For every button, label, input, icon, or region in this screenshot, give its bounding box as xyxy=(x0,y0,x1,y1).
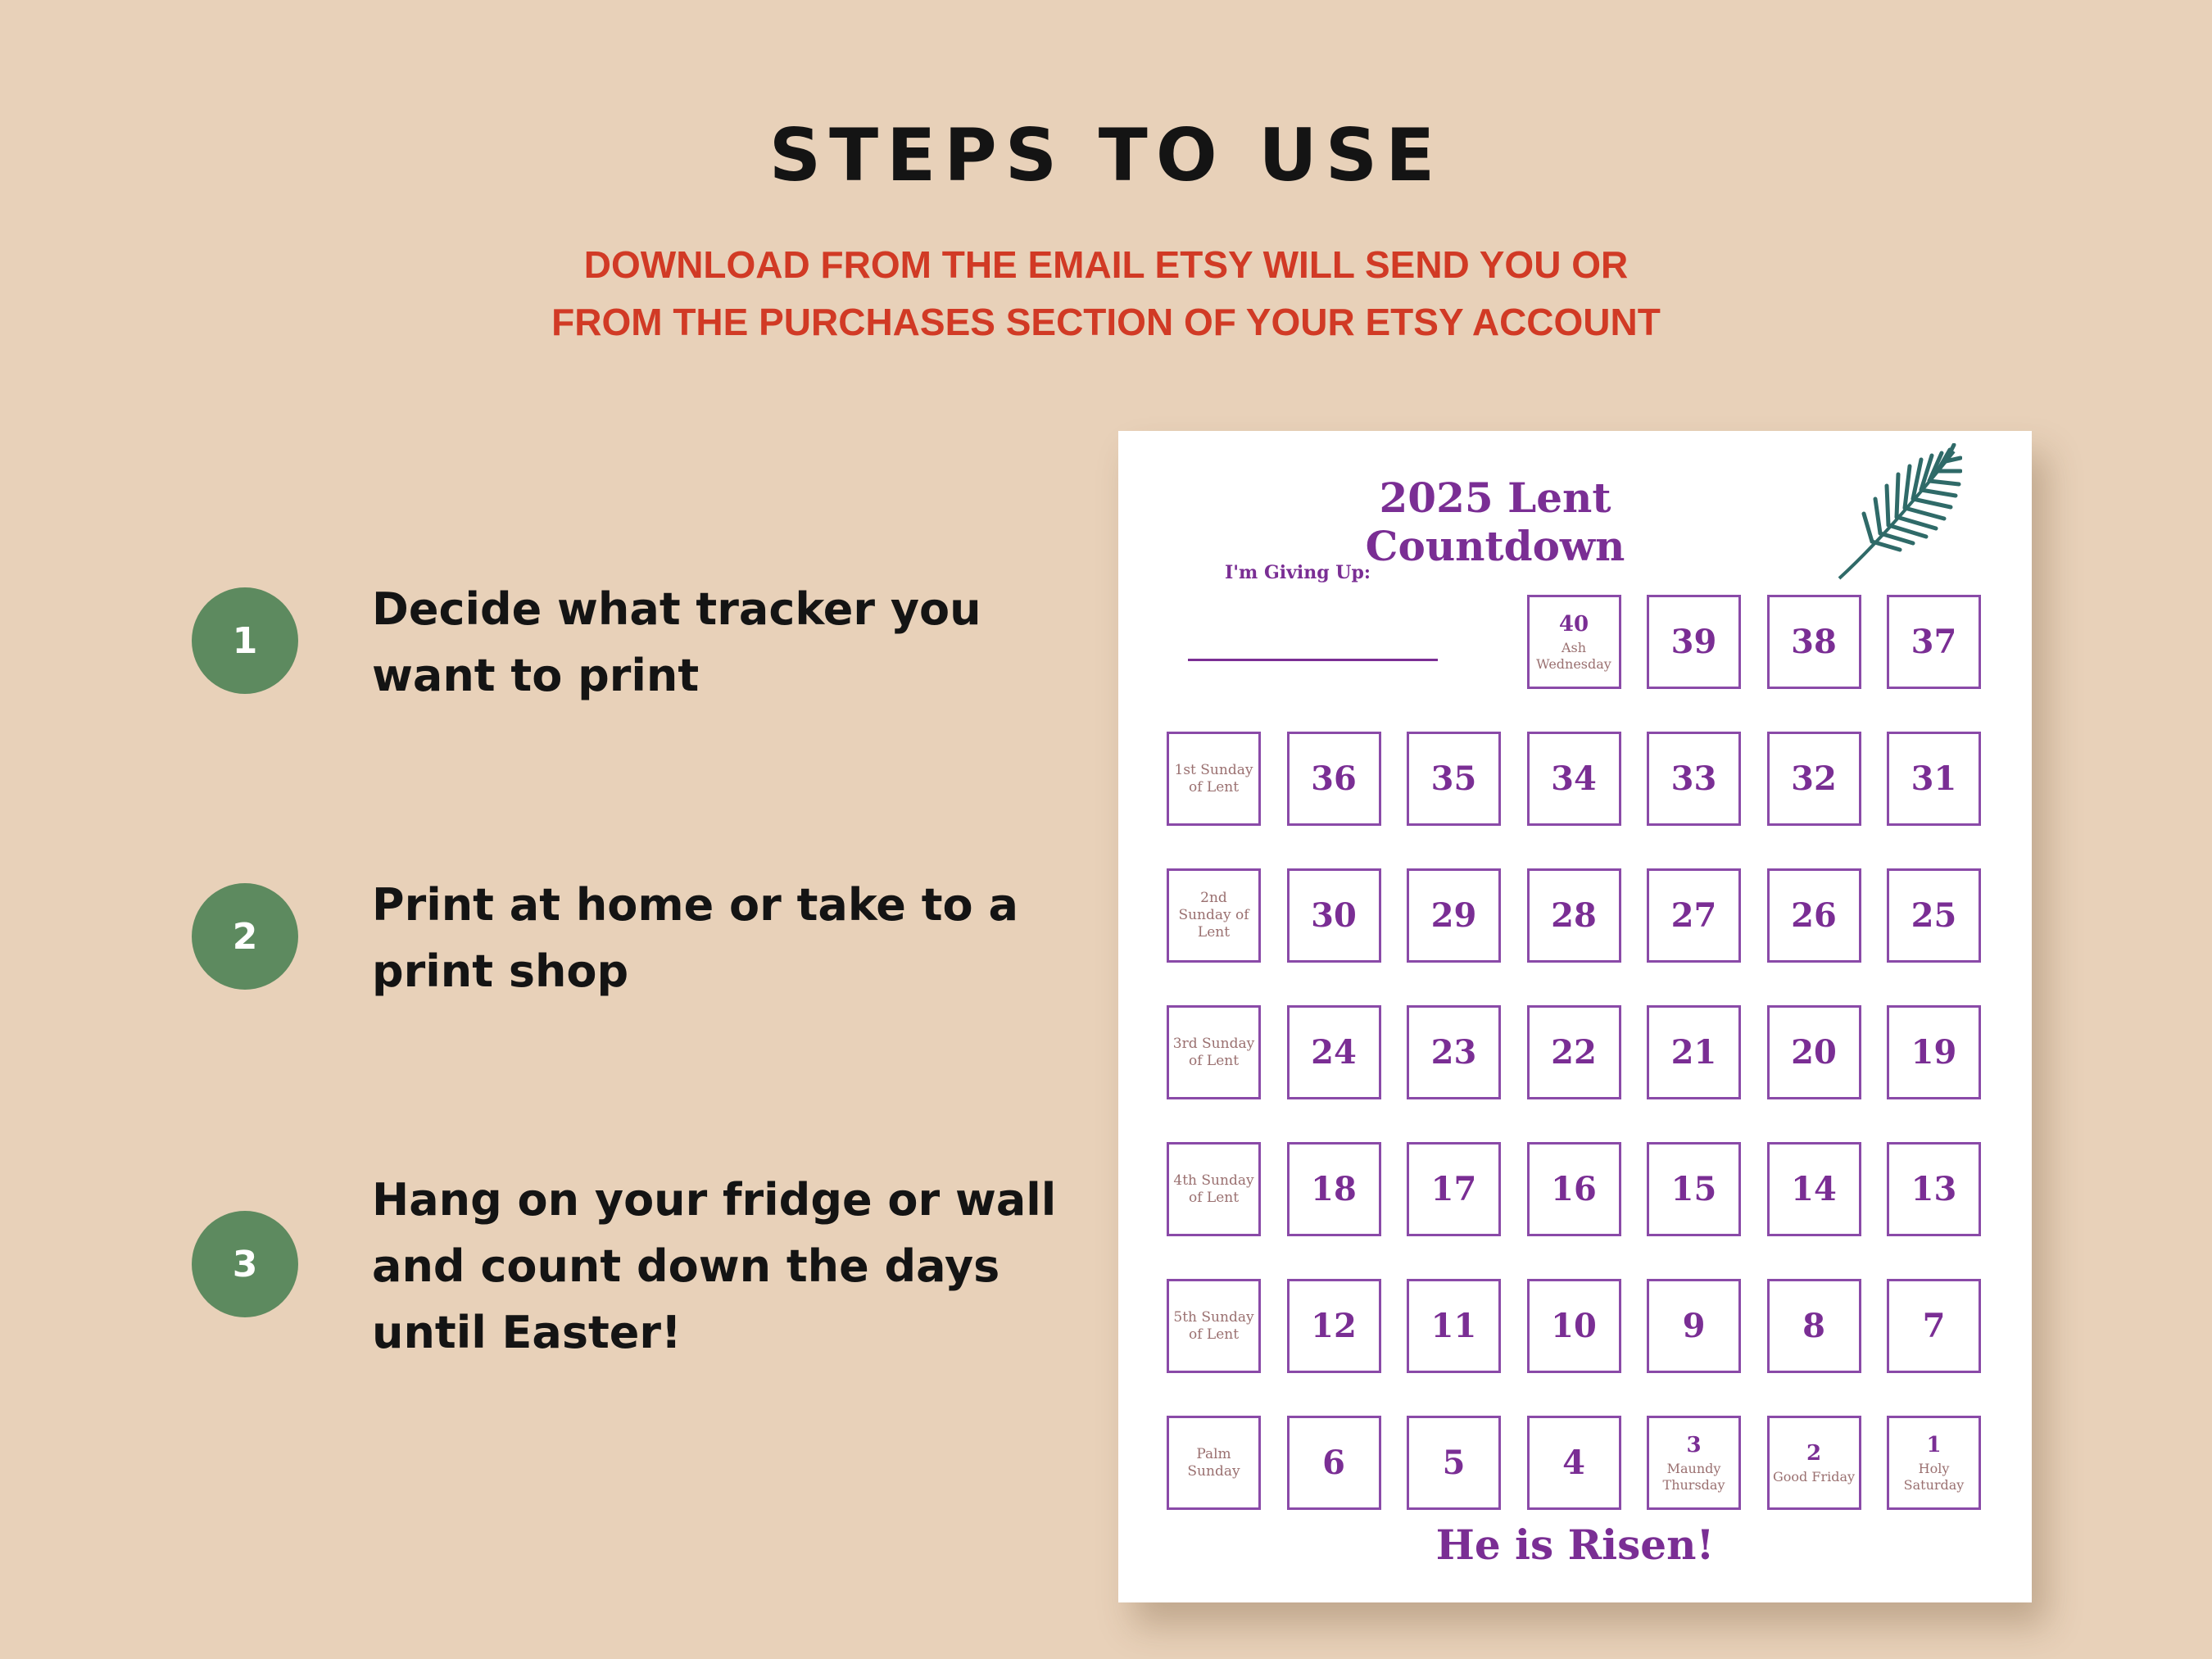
calendar-day-cell xyxy=(1527,732,1621,826)
day-number: 3 xyxy=(1686,1432,1702,1457)
day-number: 38 xyxy=(1791,622,1837,661)
calendar-day-cell xyxy=(1527,595,1621,689)
calendar-day-cell xyxy=(1407,1005,1501,1099)
page-title: STEPS TO USE xyxy=(768,113,1444,197)
calendar-day-cell xyxy=(1407,1142,1501,1236)
calendar-day-cell xyxy=(1647,1142,1741,1236)
day-number: 16 xyxy=(1551,1169,1597,1208)
step-number-badge: 1 xyxy=(192,587,298,694)
step-number-badge: 2 xyxy=(192,883,298,990)
calendar-day-cell xyxy=(1647,595,1741,689)
day-number: 39 xyxy=(1670,622,1717,661)
day-number: 33 xyxy=(1670,759,1717,798)
calendar-day-cell xyxy=(1167,1416,1261,1510)
giving-up-label: I'm Giving Up: xyxy=(1225,562,1371,583)
calendar-day-cell xyxy=(1767,1416,1861,1510)
calendar-day-cell xyxy=(1407,1416,1501,1510)
calendar-day-cell xyxy=(1767,1279,1861,1373)
day-label: 3rd Sunday of Lent xyxy=(1172,1035,1255,1069)
day-number: 40 xyxy=(1558,611,1589,637)
calendar-day-cell xyxy=(1647,732,1741,826)
step-1-text xyxy=(372,576,1068,709)
day-number: 12 xyxy=(1311,1306,1357,1345)
giving-up-line xyxy=(1188,659,1438,661)
day-number: 11 xyxy=(1430,1306,1477,1345)
day-number: 13 xyxy=(1911,1169,1957,1208)
step-number-badge: 3 xyxy=(192,1211,298,1317)
day-number: 14 xyxy=(1791,1169,1837,1208)
day-number: 23 xyxy=(1430,1032,1477,1072)
day-label: Good Friday xyxy=(1772,1468,1856,1484)
calendar-day-cell xyxy=(1287,1416,1381,1510)
day-number: 20 xyxy=(1791,1032,1837,1072)
calendar-day-cell xyxy=(1287,1279,1381,1373)
step-2-line-2: print shop xyxy=(372,945,629,997)
day-label: Palm Sunday xyxy=(1187,1445,1240,1480)
day-number: 19 xyxy=(1911,1032,1957,1072)
day-number: 35 xyxy=(1430,759,1477,798)
day-label: Maundy Thursday xyxy=(1662,1460,1725,1493)
subtitle-line-1: DOWNLOAD FROM THE EMAIL ETSY WILL SEND YOU OR xyxy=(583,243,1629,286)
calendar-day-cell xyxy=(1767,1005,1861,1099)
step-3-text xyxy=(372,1167,1068,1366)
step-2-text xyxy=(372,872,1068,1004)
day-number: 26 xyxy=(1791,895,1837,935)
calendar-day-cell xyxy=(1527,1416,1621,1510)
subtitle-line-2: FROM THE PURCHASES SECTION OF YOUR ETSY ACCOUNT xyxy=(551,301,1661,343)
day-number: 7 xyxy=(1922,1306,1946,1345)
day-number: 36 xyxy=(1311,759,1357,798)
calendar-footer: He is Risen! xyxy=(1435,1521,1715,1569)
calendar-day-cell xyxy=(1527,868,1621,963)
day-number: 6 xyxy=(1322,1443,1345,1482)
calendar-day-cell xyxy=(1647,1416,1741,1510)
day-number: 8 xyxy=(1802,1306,1825,1345)
palm-leaf-icon xyxy=(1831,443,1962,582)
calendar-day-cell xyxy=(1527,1279,1621,1373)
day-number: 24 xyxy=(1311,1032,1357,1072)
calendar-day-cell xyxy=(1767,595,1861,689)
step-3-line-2: and count down the days xyxy=(372,1240,1000,1292)
calendar-day-cell xyxy=(1887,1142,1981,1236)
calendar-day-cell xyxy=(1767,732,1861,826)
calendar-day-cell xyxy=(1167,732,1261,826)
calendar-day-cell xyxy=(1887,1416,1981,1510)
step-2-line-1: Print at home or take to a xyxy=(372,879,1018,931)
day-number: 4 xyxy=(1562,1443,1585,1482)
step-3-line-3: until Easter! xyxy=(372,1307,682,1358)
calendar-day-cell xyxy=(1167,1142,1261,1236)
day-number: 37 xyxy=(1911,622,1957,661)
calendar-day-cell xyxy=(1287,732,1381,826)
day-number: 22 xyxy=(1551,1032,1597,1072)
day-number: 10 xyxy=(1551,1306,1597,1345)
calendar-day-cell xyxy=(1647,1005,1741,1099)
day-label: 5th Sunday of Lent xyxy=(1173,1308,1254,1343)
calendar-day-cell xyxy=(1527,1142,1621,1236)
download-instructions xyxy=(0,236,2212,351)
calendar-day-cell xyxy=(1647,1279,1741,1373)
day-number: 27 xyxy=(1670,895,1717,935)
calendar-day-cell xyxy=(1407,732,1501,826)
day-label: Ash Wednesday xyxy=(1536,639,1611,672)
day-label: Holy Saturday xyxy=(1903,1460,1965,1493)
calendar-day-cell xyxy=(1887,868,1981,963)
calendar-day-cell xyxy=(1887,595,1981,689)
day-label: 4th Sunday of Lent xyxy=(1173,1172,1254,1206)
calendar-day-cell xyxy=(1287,1005,1381,1099)
day-number: 34 xyxy=(1551,759,1597,798)
step-1-line-2: want to print xyxy=(372,650,700,701)
calendar-day-cell xyxy=(1887,732,1981,826)
day-number: 28 xyxy=(1551,895,1597,935)
calendar-day-cell xyxy=(1167,1279,1261,1373)
calendar-day-cell xyxy=(1767,1142,1861,1236)
calendar-day-cell xyxy=(1527,1005,1621,1099)
day-number: 1 xyxy=(1926,1432,1942,1457)
calendar-day-cell xyxy=(1287,1142,1381,1236)
day-number: 30 xyxy=(1311,895,1357,935)
calendar-title: 2025 Lent Countdown xyxy=(1365,474,1625,570)
day-number: 32 xyxy=(1791,759,1837,798)
calendar-day-cell xyxy=(1167,1005,1261,1099)
calendar-day-cell xyxy=(1407,868,1501,963)
calendar-day-cell xyxy=(1647,868,1741,963)
day-number: 29 xyxy=(1430,895,1477,935)
calendar-day-cell xyxy=(1887,1279,1981,1373)
day-number: 31 xyxy=(1911,759,1957,798)
day-label: 2nd Sunday of Lent xyxy=(1178,890,1249,941)
day-number: 17 xyxy=(1430,1169,1477,1208)
calendar-day-cell xyxy=(1887,1005,1981,1099)
calendar-day-cell xyxy=(1167,868,1261,963)
day-number: 15 xyxy=(1670,1169,1717,1208)
day-number: 5 xyxy=(1442,1443,1466,1482)
day-number: 21 xyxy=(1670,1032,1717,1072)
step-3-line-1: Hang on your fridge or wall xyxy=(372,1174,1057,1226)
lent-countdown-printable xyxy=(1118,431,2032,1602)
calendar-day-cell xyxy=(1287,868,1381,963)
step-1-line-1: Decide what tracker you xyxy=(372,583,981,635)
day-number: 18 xyxy=(1311,1169,1357,1208)
calendar-day-cell xyxy=(1407,1279,1501,1373)
day-number: 9 xyxy=(1682,1306,1706,1345)
day-number: 2 xyxy=(1806,1440,1822,1466)
day-number: 25 xyxy=(1911,895,1957,935)
day-label: 1st Sunday of Lent xyxy=(1174,761,1253,796)
calendar-day-cell xyxy=(1767,868,1861,963)
